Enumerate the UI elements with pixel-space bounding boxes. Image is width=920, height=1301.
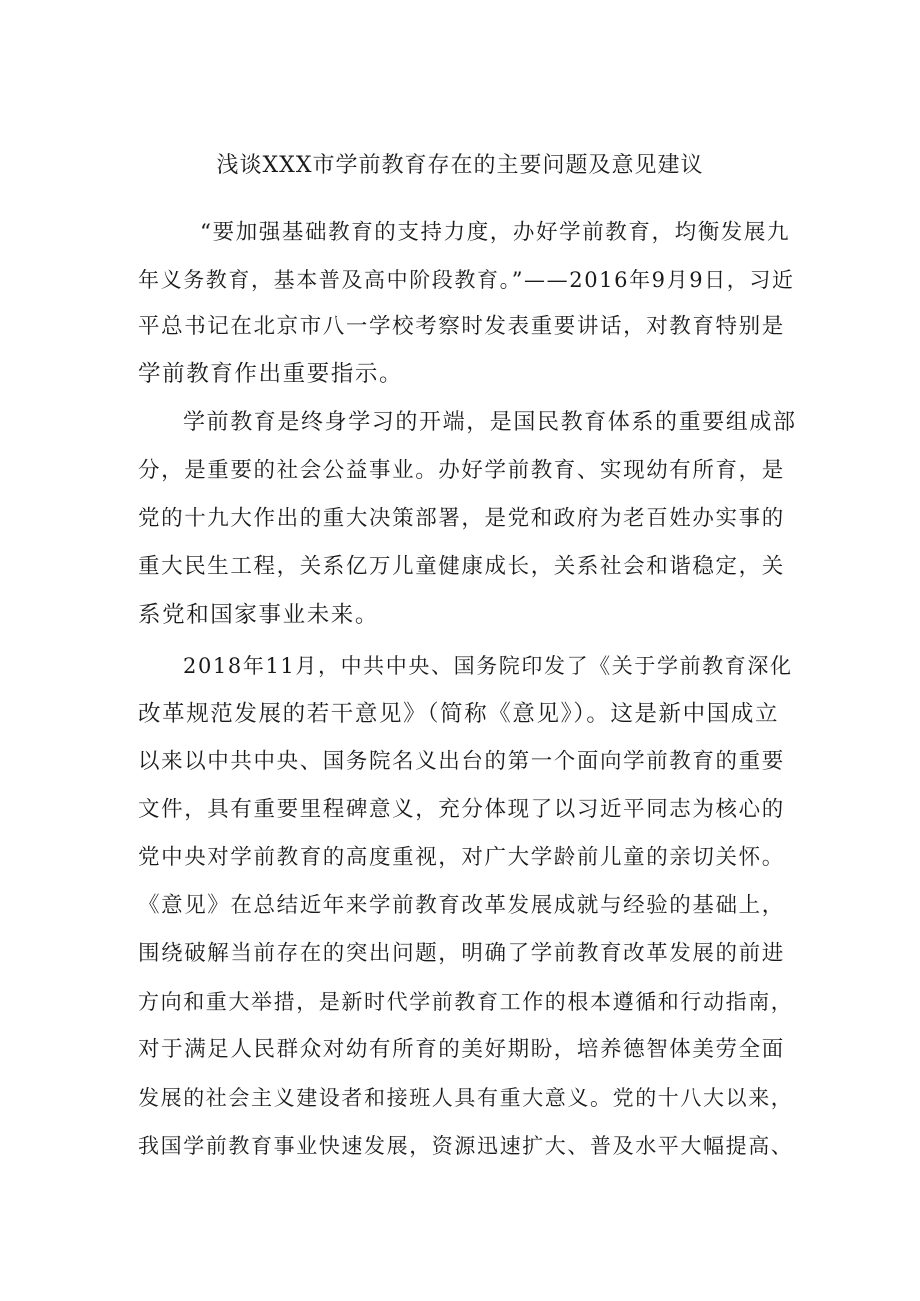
- paragraph-3-line-10: 发展的社会主义建设者和接班人具有重大意义。党的十八大以来，: [138, 1086, 794, 1110]
- paragraph-3-line-5: 党中央对学前教育的高度重视，对广大学龄前儿童的亲切关怀。: [138, 845, 785, 870]
- paragraph-3-line-4: 文件，具有重要里程碑意义，充分体现了以习近平同志为核心的: [138, 797, 785, 822]
- paragraph-2-line-4: 重大民生工程，关系亿万儿童健康成长，关系社会和谐稳定，关: [138, 554, 785, 579]
- paragraph-1-line-4: 学前教育作出重要指示。: [138, 361, 404, 387]
- paragraph-2-line-2: 分，是重要的社会公益事业。办好学前教育、实现幼有所育，是: [138, 458, 785, 483]
- paragraph-2-line-5: 系党和国家事业未来。: [138, 602, 380, 628]
- paragraph-3-line-3: 以来以中共中央、国务院名义出台的第一个面向学前教育的重要: [138, 749, 785, 774]
- paragraph-3-line-9: 对于满足人民群众对幼有所育的美好期盼，培养德智体美劳全面: [138, 1037, 785, 1062]
- paragraph-3-line-6: 《意见》在总结近年来学前教育改革发展成就与经验的基础上，: [138, 893, 785, 918]
- document-title: 浅谈XXX市学前教育存在的主要问题及意见建议: [216, 153, 704, 178]
- paragraph-1-line-3: 平总书记在北京市八一学校考察时发表重要讲话，对教育特别是: [138, 314, 785, 339]
- paragraph-3-line-2: 改革规范发展的若干意见》（简称《意见》）。这是新中国成立: [138, 701, 780, 727]
- paragraph-2-line-1: 学前教育是终身学习的开端，是国民教育体系的重要组成部: [183, 410, 797, 435]
- paragraph-3-line-11: 我国学前教育事业快速发展，资源迅速扩大、普及水平大幅提高、: [138, 1134, 794, 1158]
- paragraph-1-line-1: “要加强基础教育的支持力度，办好学前教育，均衡发展九: [200, 220, 791, 245]
- paragraph-1-line-2: 年义务教育，基本普及高中阶段教育。”——2016年9月9日，习近: [138, 268, 795, 292]
- paragraph-3-line-8: 方向和重大举措，是新时代学前教育工作的根本遵循和行动指南，: [138, 990, 794, 1014]
- paragraph-3-line-7: 围绕破解当前存在的突出问题，明确了学前教育改革发展的前进: [138, 941, 785, 966]
- paragraph-2-line-3: 党的十九大作出的重大决策部署，是党和政府为老百姓办实事的: [138, 506, 785, 531]
- paragraph-3-line-1: 2018年11月，中共中央、国务院印发了《关于学前教育深化: [183, 654, 793, 678]
